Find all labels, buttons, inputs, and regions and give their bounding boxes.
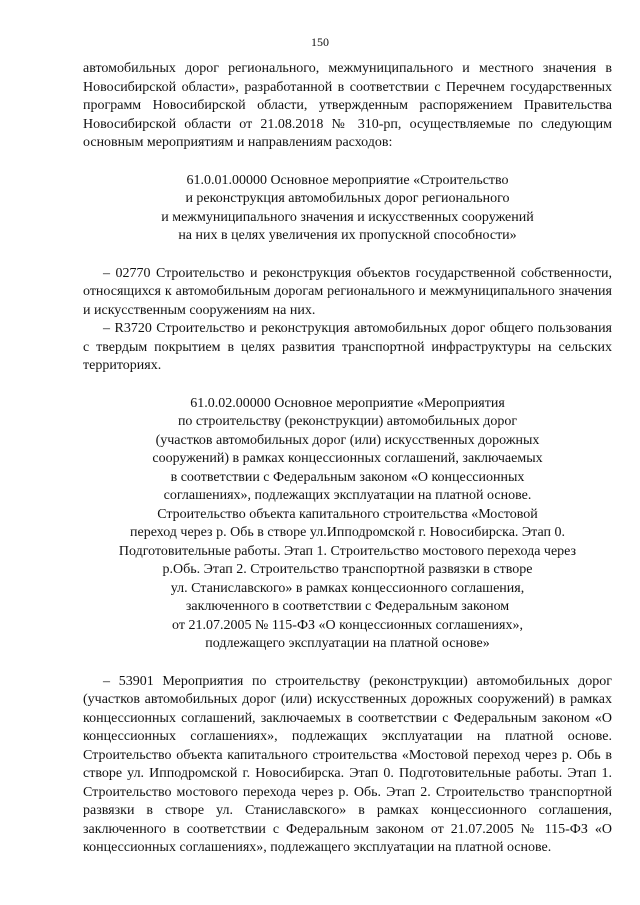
heading-line: от 21.07.2005 № 115-ФЗ «О концессионных соглашениях», (172, 617, 523, 633)
document-body (83, 60, 612, 858)
page-number: 150 (311, 35, 329, 49)
heading-line: и межмуниципального значения и искусственных сооружений (161, 209, 534, 225)
heading-line: сооружений) в рамках концессионных соглашений, заключаемых (152, 451, 543, 466)
heading-61-0-02 (83, 395, 612, 654)
item-R3720: – R3720 Строительство и реконструкция автомобильных дорог общего пользования с твердым покрытием в целях развития транспортной инфраструктуры на сельских территориях. (83, 321, 612, 373)
heading-line: р.Обь. Этап 2. Строительство транспортной развязки в створе (162, 562, 533, 577)
item-02770: – 02770 Строительство и реконструкция объектов государственной собственности, относящихся к автомобильным дорогам регионального и межмуниципального значения и искусственным сооружениям на них. (83, 265, 612, 318)
heading-line: и реконструкция автомобильных дорог регионального (185, 191, 510, 206)
item-53901: – 53901 Мероприятия по строительству (реконструкции) автомобильных дорог (участков автомобильных дорог (или) искусственных дорожных сооружений) в рамках концессионных соглашений, заключаемых в соответствии с Федеральным законом «О концессионных соглашениях», подлежащих эксплуатации на платной основе. Строительство объекта капитального строительства «Мостовой переход через р. Обь в створе ул. Ипподромской г. Новосибирска. Этап 0. Подготовительные работы. Этап 1. Строительство мостового перехода через р. Обь. Этап 2. Строительство транспортной развязки в створе ул. Станиславского» в рамках концессионного соглашения, заключенного в соответствии с Федеральным законом от 21.07.2005 № 115-ФЗ «О концессионных соглашениях», подлежащего эксплуатации на платной основе. (83, 673, 612, 855)
heading-61-0-01 (83, 172, 612, 246)
heading-line: заключенного в соответствии с Федеральным законом (185, 599, 510, 614)
heading-line: по строительству (реконструкции) автомобильных дорог (177, 414, 518, 429)
heading-line: ул. Станиславского» в рамках концессионного соглашения, (170, 580, 525, 596)
heading-line: на них в целях увеличения их пропускной способности» (178, 228, 517, 243)
heading-line: в соответствии с Федеральным законом «О концессионных (170, 469, 525, 485)
intro-paragraph: автомобильных дорог регионального, межмуниципального и местного значения в Новосибирской области», разработанной в соответствии с Перечнем государственных программ Новосибирской области, утвержденным распоряжением Правительства Новосибирской области от 21.08.2018 № 310-рп, осуществляемые по следующим основным мероприятиям и направлениям расходов: (83, 61, 612, 150)
heading-line: соглашениях», подлежащих эксплуатации на платной основе. (163, 488, 532, 503)
heading-line: 61.0.01.00000 Основное мероприятие «Строительство (186, 172, 509, 188)
heading-line: Строительство объекта капитального строительства «Мостовой (157, 506, 538, 522)
heading-line: (участков автомобильных дорог (или) искусственных дорожных (155, 432, 540, 448)
heading-line: Подготовительные работы. Этап 1. Строительство мостового перехода через (118, 543, 577, 559)
heading-line: подлежащего эксплуатации на платной основе» (205, 636, 490, 651)
heading-line: 61.0.02.00000 Основное мероприятие «Мероприятия (190, 395, 505, 411)
heading-line: переход через р. Обь в створе ул.Ипподромской г. Новосибирска. Этап 0. (130, 525, 565, 540)
